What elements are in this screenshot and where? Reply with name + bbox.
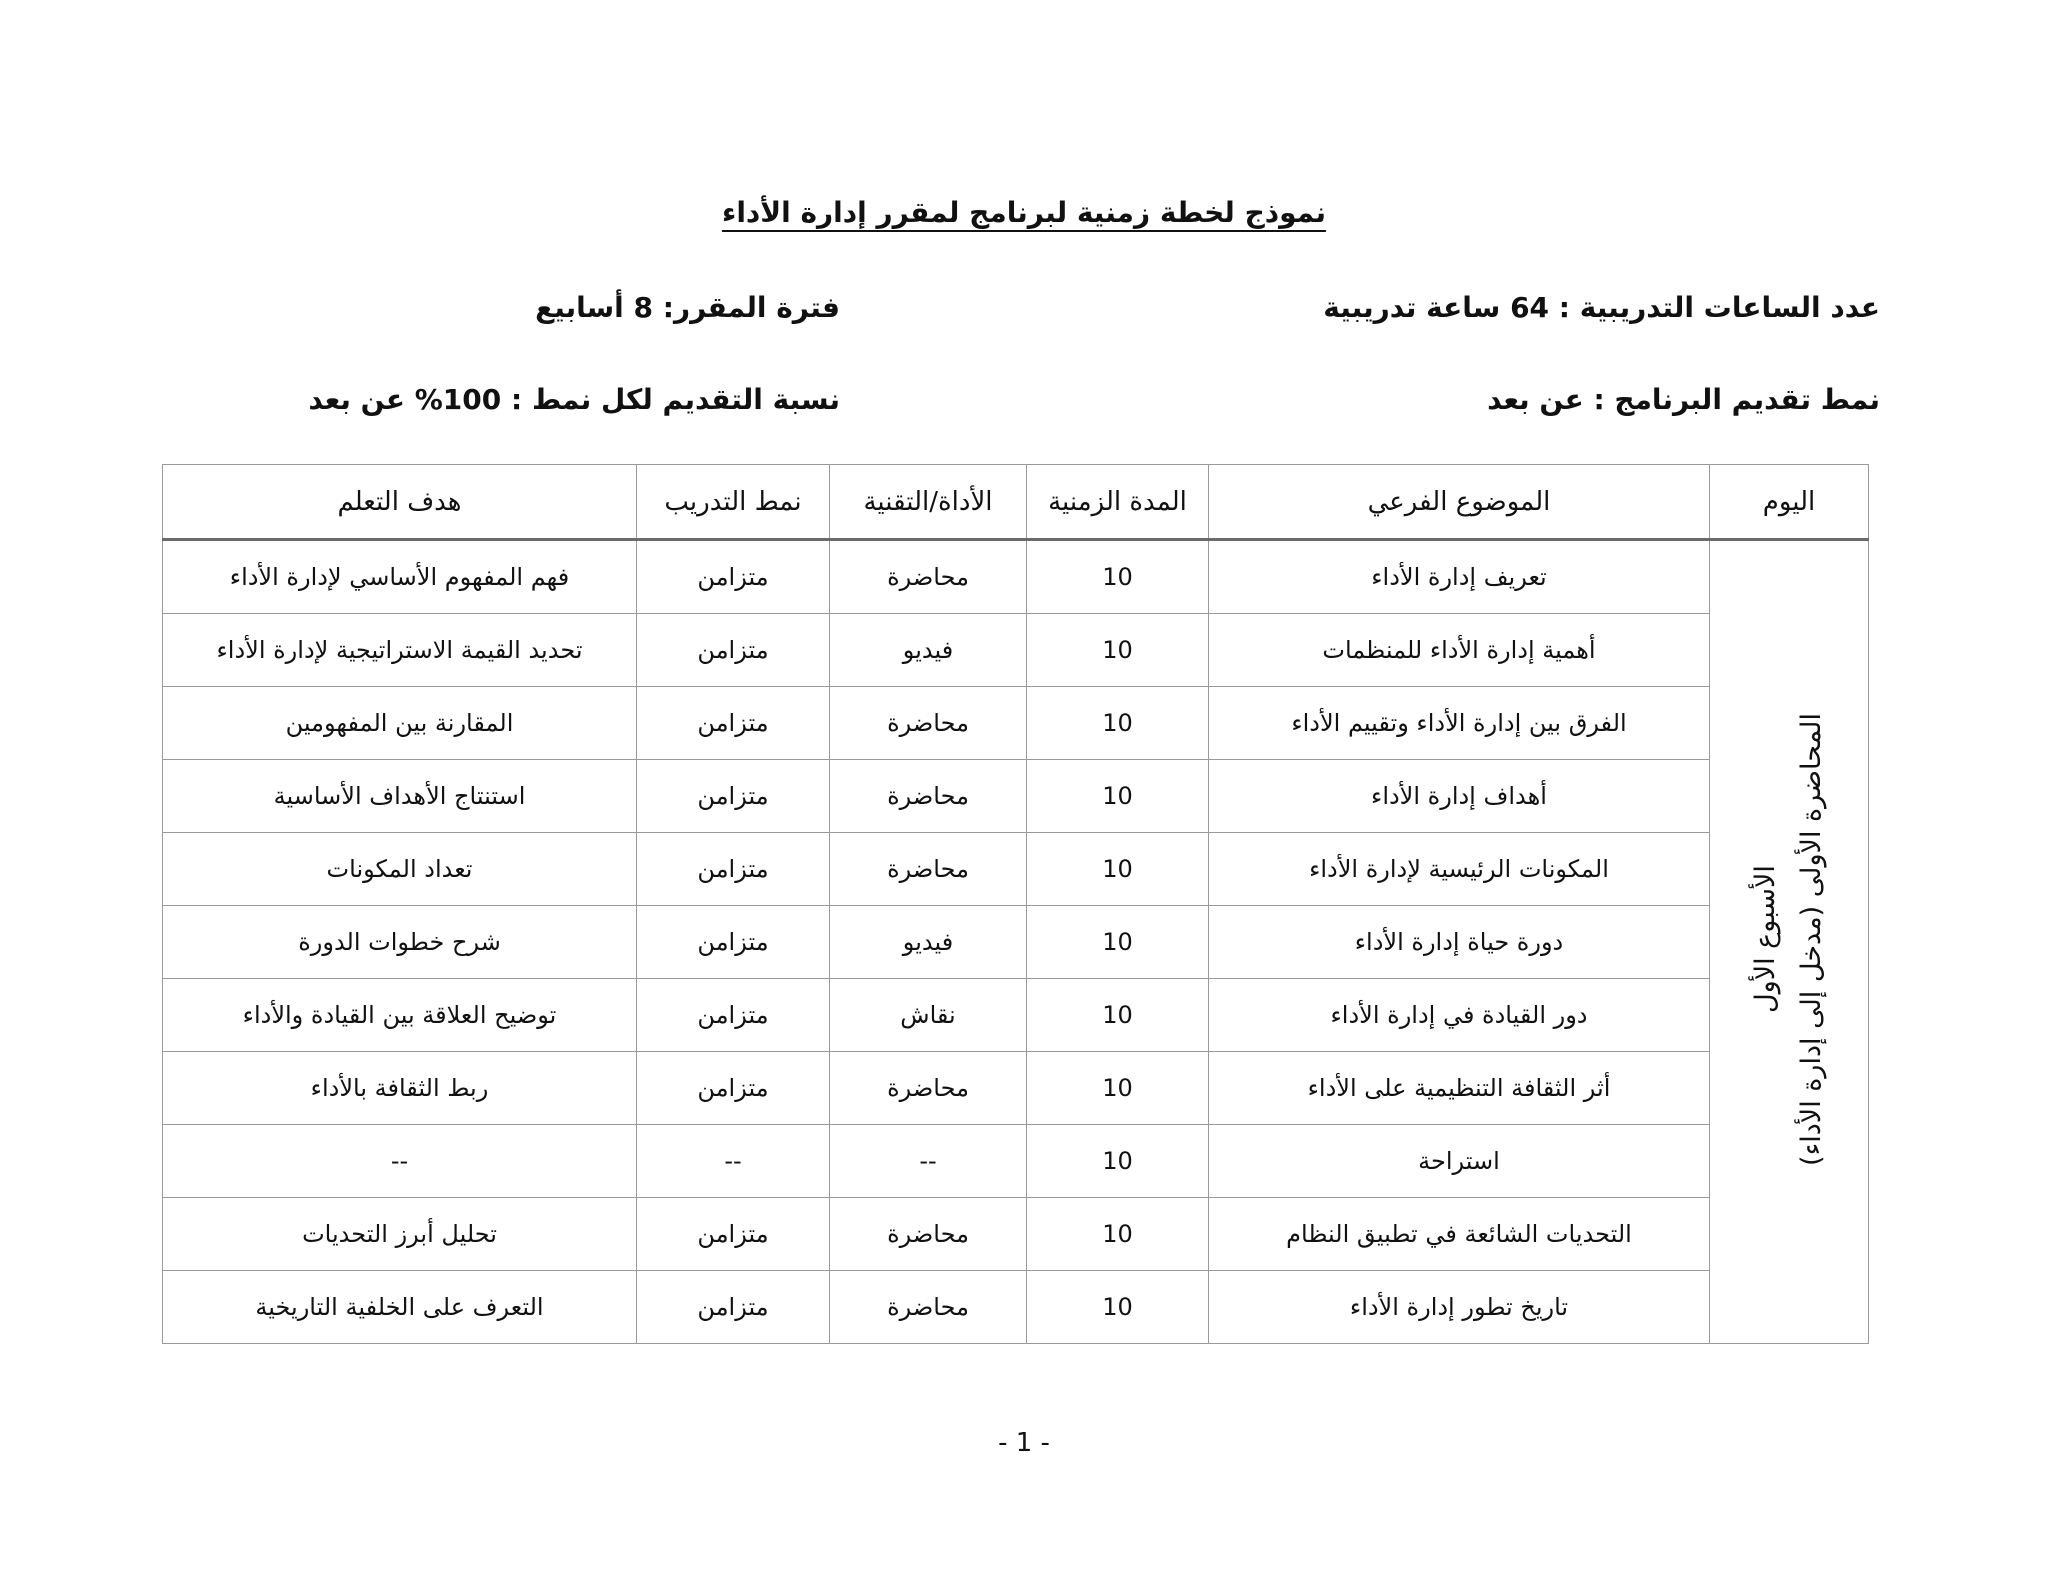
- cell-learning-goal: تحليل أبرز التحديات: [163, 1198, 637, 1271]
- cell-tool: فيديو: [830, 614, 1027, 687]
- cell-duration: 10: [1027, 760, 1209, 833]
- header-duration: المدة الزمنية: [1027, 465, 1209, 540]
- table-row: [163, 614, 1869, 687]
- schedule-table-body: [163, 540, 1869, 1344]
- table-row: [163, 760, 1869, 833]
- cell-duration: 10: [1027, 614, 1209, 687]
- cell-learning-goal: توضيح العلاقة بين القيادة والأداء: [163, 979, 637, 1052]
- cell-tool: نقاش: [830, 979, 1027, 1052]
- cell-subtopic: الفرق بين إدارة الأداء وتقييم الأداء: [1209, 687, 1710, 760]
- header-learning-goal: هدف التعلم: [163, 465, 637, 540]
- table-row: [163, 1198, 1869, 1271]
- cell-duration: 10: [1027, 1198, 1209, 1271]
- cell-tool: فيديو: [830, 906, 1027, 979]
- cell-subtopic: أهمية إدارة الأداء للمنظمات: [1209, 614, 1710, 687]
- cell-training-mode: متزامن: [637, 540, 830, 614]
- day-label: [1743, 713, 1835, 1166]
- cell-training-mode: متزامن: [637, 1052, 830, 1125]
- cell-duration: 10: [1027, 1125, 1209, 1198]
- cell-learning-goal: تعداد المكونات: [163, 833, 637, 906]
- cell-duration: 10: [1027, 1271, 1209, 1344]
- cell-learning-goal: التعرف على الخلفية التاريخية: [163, 1271, 637, 1344]
- cell-tool: محاضرة: [830, 833, 1027, 906]
- table-row: [163, 540, 1869, 614]
- cell-training-mode: متزامن: [637, 614, 830, 687]
- table-row: [163, 687, 1869, 760]
- cell-subtopic: أهداف إدارة الأداء: [1209, 760, 1710, 833]
- training-hours-label: عدد الساعات التدريبية : 64 ساعة تدريبية: [1323, 291, 1880, 324]
- cell-tool: محاضرة: [830, 687, 1027, 760]
- cell-subtopic: التحديات الشائعة في تطبيق النظام: [1209, 1198, 1710, 1271]
- cell-learning-goal: تحديد القيمة الاستراتيجية لإدارة الأداء: [163, 614, 637, 687]
- cell-tool: محاضرة: [830, 1271, 1027, 1344]
- table-row: [163, 1271, 1869, 1344]
- schedule-table-header: [163, 465, 1869, 540]
- cell-tool: محاضرة: [830, 1052, 1027, 1125]
- cell-training-mode: متزامن: [637, 687, 830, 760]
- cell-subtopic: استراحة: [1209, 1125, 1710, 1198]
- day-label-lecture: المحاضرة الأولى (مدخل إلى إدارة الأداء): [1796, 712, 1827, 1166]
- cell-subtopic: تاريخ تطور إدارة الأداء: [1209, 1271, 1710, 1344]
- cell-training-mode: متزامن: [637, 833, 830, 906]
- cell-subtopic: دورة حياة إدارة الأداء: [1209, 906, 1710, 979]
- cell-duration: 10: [1027, 687, 1209, 760]
- document-title: [0, 196, 2048, 229]
- header-day: اليوم: [1710, 465, 1869, 540]
- cell-training-mode: متزامن: [637, 1271, 830, 1344]
- cell-training-mode: --: [637, 1125, 830, 1198]
- cell-duration: 10: [1027, 540, 1209, 614]
- table-row: [163, 1125, 1869, 1198]
- cell-subtopic: المكونات الرئيسية لإدارة الأداء: [1209, 833, 1710, 906]
- header-row: [163, 465, 1869, 540]
- cell-tool: محاضرة: [830, 540, 1027, 614]
- cell-tool: محاضرة: [830, 760, 1027, 833]
- course-period-label: فترة المقرر: 8 أسابيع: [535, 291, 840, 324]
- day-label-week: الأسبوع الأول: [1750, 865, 1781, 1013]
- table-row: [163, 906, 1869, 979]
- cell-training-mode: متزامن: [637, 760, 830, 833]
- delivery-mode-label: نمط تقديم البرنامج : عن بعد: [1487, 383, 1880, 416]
- cell-training-mode: متزامن: [637, 979, 830, 1052]
- header-subtopic: الموضوع الفرعي: [1209, 465, 1710, 540]
- cell-learning-goal: شرح خطوات الدورة: [163, 906, 637, 979]
- cell-learning-goal: فهم المفهوم الأساسي لإدارة الأداء: [163, 540, 637, 614]
- table-row: [163, 1052, 1869, 1125]
- delivery-ratio-label: نسبة التقديم لكل نمط : 100% عن بعد: [308, 383, 840, 416]
- cell-duration: 10: [1027, 833, 1209, 906]
- cell-learning-goal: ربط الثقافة بالأداء: [163, 1052, 637, 1125]
- cell-subtopic: تعريف إدارة الأداء: [1209, 540, 1710, 614]
- schedule-table: [162, 464, 1869, 1344]
- cell-learning-goal: --: [163, 1125, 637, 1198]
- header-training-mode: نمط التدريب: [637, 465, 830, 540]
- cell-tool: --: [830, 1125, 1027, 1198]
- cell-subtopic: أثر الثقافة التنظيمية على الأداء: [1209, 1052, 1710, 1125]
- cell-training-mode: متزامن: [637, 906, 830, 979]
- day-cell: [1710, 540, 1869, 1344]
- cell-duration: 10: [1027, 979, 1209, 1052]
- document-title-text: نموذج لخطة زمنية لبرنامج لمقرر إدارة الأداء: [722, 196, 1326, 229]
- cell-duration: 10: [1027, 1052, 1209, 1125]
- table-row: [163, 979, 1869, 1052]
- header-tool: الأداة/التقنية: [830, 465, 1027, 540]
- cell-training-mode: متزامن: [637, 1198, 830, 1271]
- cell-tool: محاضرة: [830, 1198, 1027, 1271]
- cell-subtopic: دور القيادة في إدارة الأداء: [1209, 979, 1710, 1052]
- cell-learning-goal: المقارنة بين المفهومين: [163, 687, 637, 760]
- page-number: - 1 -: [998, 1428, 1050, 1458]
- cell-learning-goal: استنتاج الأهداف الأساسية: [163, 760, 637, 833]
- cell-duration: 10: [1027, 906, 1209, 979]
- table-row: [163, 833, 1869, 906]
